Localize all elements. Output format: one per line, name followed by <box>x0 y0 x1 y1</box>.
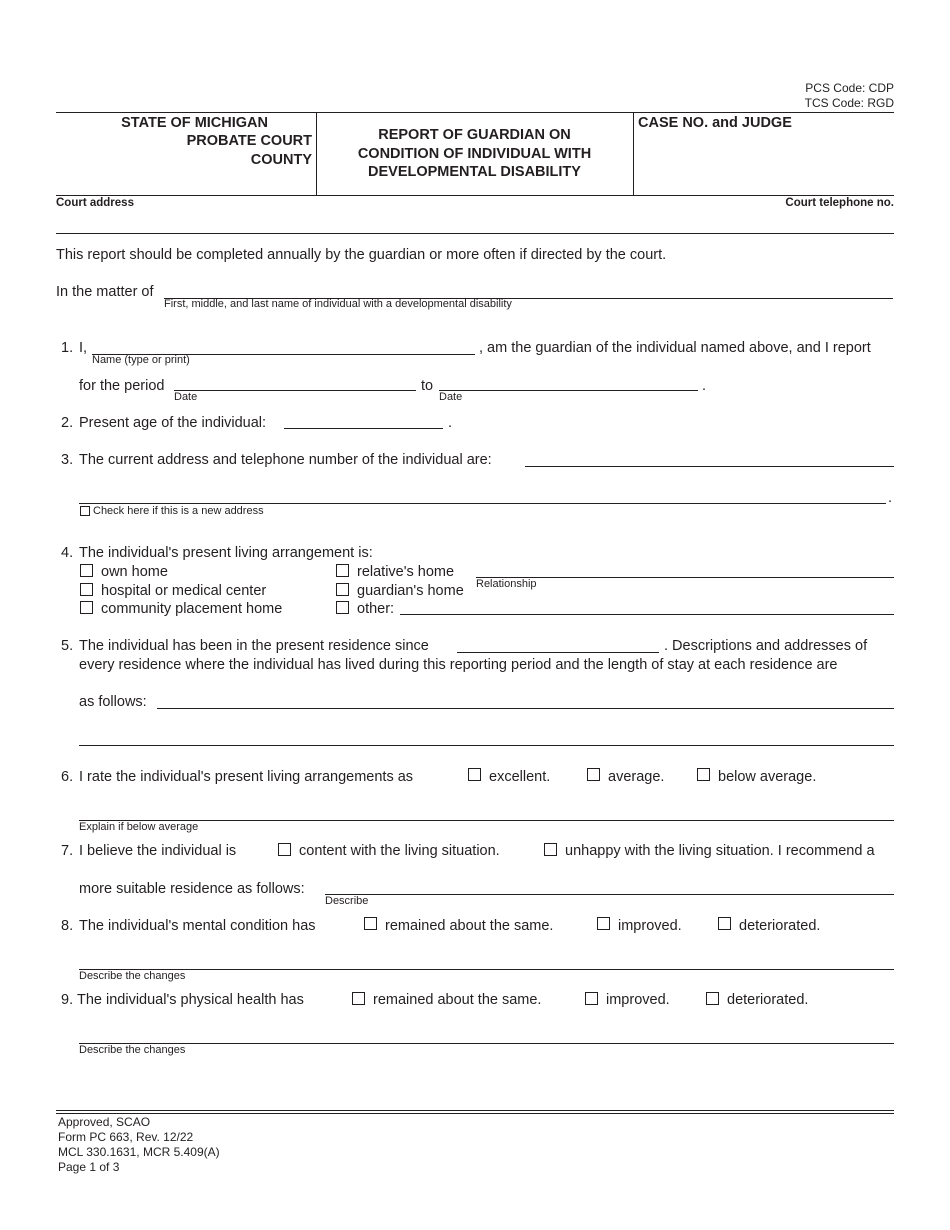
guardian-name-caption: Name (type or print) <box>92 354 190 366</box>
mental-same-checkbox[interactable] <box>364 917 377 930</box>
individual-name-caption: First, middle, and last name of individual with a developmental disability <box>164 298 512 310</box>
footer-approved: Approved, SCAO <box>58 1115 151 1129</box>
physical-changes-caption: Describe the changes <box>79 1044 186 1056</box>
case-number-field[interactable] <box>636 132 892 192</box>
below-average-checkbox[interactable] <box>697 768 710 781</box>
case-number-label: CASE NO. and JUDGE <box>638 115 792 131</box>
item1-lead: I, <box>79 340 88 356</box>
item1-number: 1. <box>61 340 74 356</box>
item4-number: 4. <box>61 545 74 561</box>
below-average-label: below average. <box>718 769 817 785</box>
item2-end: . <box>448 415 453 431</box>
item5-text-a: The individual has been in the present residence since <box>79 638 429 654</box>
mental-deteriorated-label: deteriorated. <box>739 918 821 934</box>
community-placement-checkbox[interactable] <box>80 601 93 614</box>
average-label: average. <box>608 769 665 785</box>
relatives-home-label: relative's home <box>357 564 455 580</box>
suitable-residence-field[interactable] <box>325 894 894 895</box>
item1-text: , am the guardian of the individual named above, and I report <box>479 340 871 356</box>
item2-number: 2. <box>61 415 74 431</box>
below-average-caption: Explain if below average <box>79 821 199 833</box>
footer-rule-2 <box>56 1113 894 1114</box>
period-start-field[interactable] <box>174 390 416 391</box>
item3-number: 3. <box>61 452 74 468</box>
court-phone-label: Court telephone no. <box>785 197 894 209</box>
item8-number: 8. <box>61 918 74 934</box>
footer-form-number: Form PC 663, Rev. 12/22 <box>58 1130 194 1144</box>
period-to-label: to <box>421 378 434 394</box>
period-start-caption: Date <box>174 391 198 403</box>
item9-number: 9. <box>61 992 74 1008</box>
intro-text: This report should be completed annually by the guardian or more often if directed by the court. <box>56 247 667 263</box>
header-divider-right <box>633 112 634 195</box>
mental-changes-field[interactable] <box>79 969 894 970</box>
content-label: content with the living situation. <box>299 843 500 859</box>
county-label: COUNTY <box>250 152 312 168</box>
mental-improved-checkbox[interactable] <box>597 917 610 930</box>
hospital-checkbox[interactable] <box>80 583 93 596</box>
community-placement-label: community placement home <box>101 601 283 617</box>
item5-text-d: as follows: <box>79 694 147 710</box>
item7-number: 7. <box>61 843 74 859</box>
residence-since-field[interactable] <box>457 652 659 653</box>
form-title-line2: CONDITION OF INDIVIDUAL WITH <box>357 146 592 162</box>
matter-label: In the matter of <box>56 284 154 300</box>
unhappy-label: unhappy with the living situation. I recommend a <box>565 843 875 859</box>
other-arrangement-label: other: <box>357 601 395 617</box>
item3-end: . <box>888 490 893 506</box>
content-checkbox[interactable] <box>278 843 291 856</box>
item9-text: The individual's physical health has <box>77 992 304 1008</box>
relatives-home-checkbox[interactable] <box>336 564 349 577</box>
header-top-rule <box>56 112 894 113</box>
mental-same-label: remained about the same. <box>385 918 554 934</box>
physical-deteriorated-label: deteriorated. <box>727 992 809 1008</box>
excellent-label: excellent. <box>489 769 551 785</box>
pcs-code: PCS Code: CDP <box>805 81 894 95</box>
suitable-residence-caption: Describe <box>325 895 369 907</box>
item4-text: The individual's present living arrangement is: <box>79 545 373 561</box>
court-address-field[interactable] <box>56 233 894 234</box>
unhappy-checkbox[interactable] <box>544 843 557 856</box>
item7-text-b: more suitable residence as follows: <box>79 881 305 897</box>
other-arrangement-checkbox[interactable] <box>336 601 349 614</box>
physical-same-checkbox[interactable] <box>352 992 365 1005</box>
item5-text-c: every residence where the individual has lived during this reporting period and the length of stay at each residence are <box>79 657 838 673</box>
address-field-line1[interactable] <box>525 466 894 467</box>
guardians-home-label: guardian's home <box>357 583 464 599</box>
mental-changes-caption: Describe the changes <box>79 970 186 982</box>
own-home-label: own home <box>101 564 168 580</box>
mental-improved-label: improved. <box>618 918 682 934</box>
state-label: STATE OF MICHIGAN <box>121 115 268 131</box>
residences-field-line1[interactable] <box>157 708 894 709</box>
item8-text: The individual's mental condition has <box>79 918 316 934</box>
physical-changes-field[interactable] <box>79 1043 894 1044</box>
item6-number: 6. <box>61 769 74 785</box>
address-field-line2[interactable] <box>79 503 886 504</box>
footer-rule-1 <box>56 1110 894 1111</box>
item5-number: 5. <box>61 638 74 654</box>
period-end-period: . <box>702 378 707 394</box>
relationship-field[interactable] <box>476 577 894 578</box>
physical-same-label: remained about the same. <box>373 992 542 1008</box>
court-address-label: Court address <box>56 197 134 209</box>
excellent-checkbox[interactable] <box>468 768 481 781</box>
age-field[interactable] <box>284 428 443 429</box>
item7-text: I believe the individual is <box>79 843 237 859</box>
tcs-code: TCS Code: RGD <box>804 96 894 110</box>
item3-text: The current address and telephone number of the individual are: <box>79 452 492 468</box>
form-title-line3: DEVELOPMENTAL DISABILITY <box>368 164 581 180</box>
footer-page: Page 1 of 3 <box>58 1160 120 1174</box>
below-average-explain-field[interactable] <box>79 820 894 821</box>
period-end-field[interactable] <box>439 390 698 391</box>
new-address-label: Check here if this is a new address <box>93 505 264 517</box>
footer-statute: MCL 330.1631, MCR 5.409(A) <box>58 1145 220 1159</box>
relationship-caption: Relationship <box>476 578 537 590</box>
mental-deteriorated-checkbox[interactable] <box>718 917 731 930</box>
item2-text: Present age of the individual: <box>79 415 267 431</box>
period-label: for the period <box>79 378 165 394</box>
guardians-home-checkbox[interactable] <box>336 583 349 596</box>
physical-deteriorated-checkbox[interactable] <box>706 992 719 1005</box>
residences-field-line2[interactable] <box>79 745 894 746</box>
hospital-label: hospital or medical center <box>101 583 267 599</box>
physical-improved-checkbox[interactable] <box>585 992 598 1005</box>
other-arrangement-field[interactable] <box>400 614 894 615</box>
average-checkbox[interactable] <box>587 768 600 781</box>
form-title-line1: REPORT OF GUARDIAN ON <box>378 127 571 143</box>
item5-text-b: . Descriptions and addresses of <box>664 638 868 654</box>
new-address-checkbox[interactable] <box>80 506 90 516</box>
item6-text: I rate the individual's present living arrangements as <box>79 769 414 785</box>
own-home-checkbox[interactable] <box>80 564 93 577</box>
header-bottom-rule <box>56 195 894 196</box>
physical-improved-label: improved. <box>606 992 670 1008</box>
period-end-caption: Date <box>439 391 463 403</box>
court-label: PROBATE COURT <box>186 133 312 149</box>
